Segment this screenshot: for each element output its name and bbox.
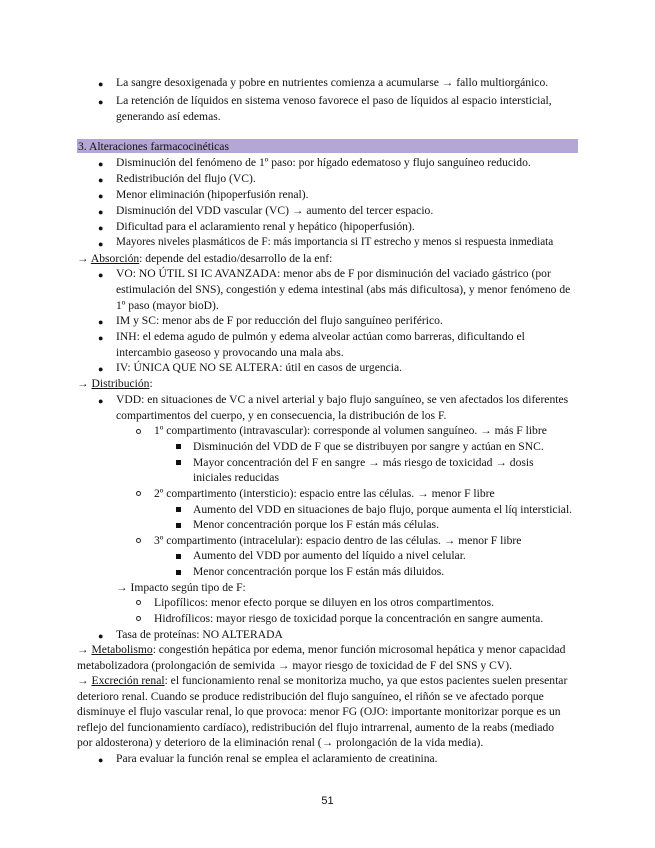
text-line: 3º compartimento (intracelular): espacio dentro de las células. → menor F libre (154, 534, 522, 547)
hollow-bullet (136, 616, 141, 621)
bullet: ● (98, 97, 104, 107)
bullet: ● (98, 270, 104, 280)
subsection-text: : (149, 377, 153, 390)
text-line: Dificultad para el aclaramiento renal y hepático (hipoperfusión). (116, 220, 415, 233)
bullet: ● (98, 364, 104, 374)
bullet: ● (98, 159, 104, 169)
text-line: por aldosterona) y deterioro de la eliminación renal (→ prolongación de la vida media). (77, 736, 484, 749)
text-line: → Impacto según tipo de F: (116, 581, 246, 594)
arrow-icon: → (77, 377, 89, 390)
square-bullet (176, 554, 181, 559)
text-line: INH: el edema agudo de pulmón y edema alveolar actúan como barreras, dificultando el (116, 330, 525, 343)
arrow-icon: → (77, 674, 89, 687)
subsection-text: : depende del estadio/desarrollo de la enf: (139, 252, 333, 265)
bullet: ● (98, 79, 104, 89)
text-line: Menor eliminación (hipoperfusión renal). (116, 188, 309, 201)
text-line: Lipofílicos: menor efecto porque se diluyen en los otros compartimentos. (154, 596, 495, 609)
text-line: estimulación del SNS), congestión y edema intestinal (abs más dificultosa), y menor fenómeno de (116, 283, 571, 296)
subsection-title: Absorción (90, 252, 140, 265)
text-line: 1º compartimento (intravascular): corresponde al volumen sanguíneo. → más F libre (154, 424, 547, 437)
bullet: ● (98, 191, 104, 201)
text-line: 2º compartimento (intersticio): espacio entre las células. → menor F libre (154, 487, 495, 500)
text-line: IM y SC: menor abs de F por reducción del flujo sanguíneo periférico. (116, 314, 443, 327)
text-line: compartimentos del cuerpo, y en consecuencia, la distribución de los F. (116, 409, 447, 422)
bullet: ● (98, 175, 104, 185)
subsection-metabolismo (77, 642, 565, 658)
bullet: ● (98, 396, 104, 406)
square-bullet (176, 507, 181, 512)
text-line: Redistribución del flujo (VC). (116, 172, 256, 185)
text-line: Aumento del VDD en situaciones de bajo flujo, porque aumenta el líq intersticial. (193, 503, 573, 516)
bullet: ● (98, 333, 104, 343)
text-line: metabolizadora (prolongación de semivida → mayor riesgo de toxicidad de F del SNS y CV). (77, 659, 512, 672)
hollow-bullet (136, 429, 141, 434)
text-line: reflejo del funcionamiento cardíaco), redistribución del flujo intrarrenal, aumento de la reabs (mediado (77, 721, 555, 734)
subsection-title: Distribución (91, 377, 150, 390)
square-bullet (176, 460, 181, 465)
square-bullet (176, 444, 181, 449)
text-line: Aumento del VDD por aumento del líquido a nivel celular. (193, 549, 466, 562)
text-line: Mayores niveles plasmáticos de F: más importancia si IT estrecho y menos si respuesta inmediata (116, 236, 554, 248)
text-line: Disminución del VDD vascular (VC) → aumento del tercer espacio. (116, 204, 434, 217)
text-line: La retención de líquidos en sistema venoso favorece el paso de líquidos al espacio intersticial, (116, 94, 552, 107)
text-line: intercambio gaseoso y provocando una mala abs. (116, 346, 344, 359)
hollow-bullet (136, 538, 141, 543)
text-line: Disminución del VDD de F que se distribuyen por sangre y actúan en SNC. (193, 440, 544, 453)
bullet: ● (98, 755, 104, 765)
bullet: ● (98, 631, 104, 641)
subsection-text: : congestión hepática por edema, menor función microsomal hepática y menor capacidad (152, 643, 566, 656)
text-line: deterioro renal. Cuando se produce redistribución del flujo sanguíneo, el riñón se ve afectado porque (77, 690, 544, 703)
text-line: Hidrofílicos: mayor riesgo de toxicidad porque la concentración en sangre aumenta. (154, 612, 544, 625)
text-line: Tasa de proteínas: NO ALTERADA (116, 628, 283, 641)
text-line: 1º paso (mayor bioD). (116, 299, 219, 312)
page-number: 51 (321, 795, 334, 807)
text-line: Disminución del fenómeno de 1º paso: por hígado edematoso y flujo sanguíneo reducido. (116, 156, 531, 169)
arrow-icon: → (77, 252, 89, 265)
square-bullet (176, 570, 181, 575)
bullet: ● (98, 239, 104, 249)
section-heading: 3. Alteraciones farmacocinéticas (78, 140, 229, 153)
square-bullet (176, 523, 181, 528)
hollow-bullet (136, 600, 141, 605)
text-line: VDD: en situaciones de VC a nivel arterial y bajo flujo sanguíneo, se ven afectados los diferentes (116, 393, 569, 406)
subsection-absorcion (77, 251, 332, 267)
text-line: Mayor concentración del F en sangre → más riesgo de toxicidad → dosis (193, 456, 534, 469)
text-line: Menor concentración porque los F están más diluidos. (193, 565, 445, 578)
text-line: disminuye el flujo vascular renal, lo que provoca: menor FG (OJO: importante monitorizar porque es un (77, 705, 561, 718)
bullet: ● (98, 223, 104, 233)
subsection-text: : el funcionamiento renal se monitoriza mucho, ya que estos pacientes suelen presentar (164, 674, 568, 687)
text-line: generando así edemas. (116, 110, 221, 123)
text-line: Para evaluar la función renal se emplea el aclaramiento de creatinina. (116, 752, 438, 765)
hollow-bullet (136, 491, 141, 496)
arrow-icon: → (77, 643, 89, 656)
text-line: iniciales reducidas (193, 471, 279, 484)
bullet: ● (98, 207, 104, 217)
subsection-excrecion (77, 673, 567, 689)
subsection-title: Excreción renal (91, 674, 165, 687)
text-line: VO: NO ÚTIL SI IC AVANZADA: menor abs de F por disminución del vaciado gástrico (por (116, 267, 551, 280)
subsection-distribucion (77, 376, 153, 392)
bullet: ● (98, 317, 104, 327)
subsection-title: Metabolismo (91, 643, 153, 656)
text-line: IV: ÚNICA QUE NO SE ALTERA: útil en casos de urgencia. (116, 361, 403, 374)
text-line: Menor concentración porque los F están más células. (193, 518, 439, 531)
text-line: La sangre desoxigenada y pobre en nutrientes comienza a acumularse → fallo multiorgánico. (116, 76, 549, 89)
